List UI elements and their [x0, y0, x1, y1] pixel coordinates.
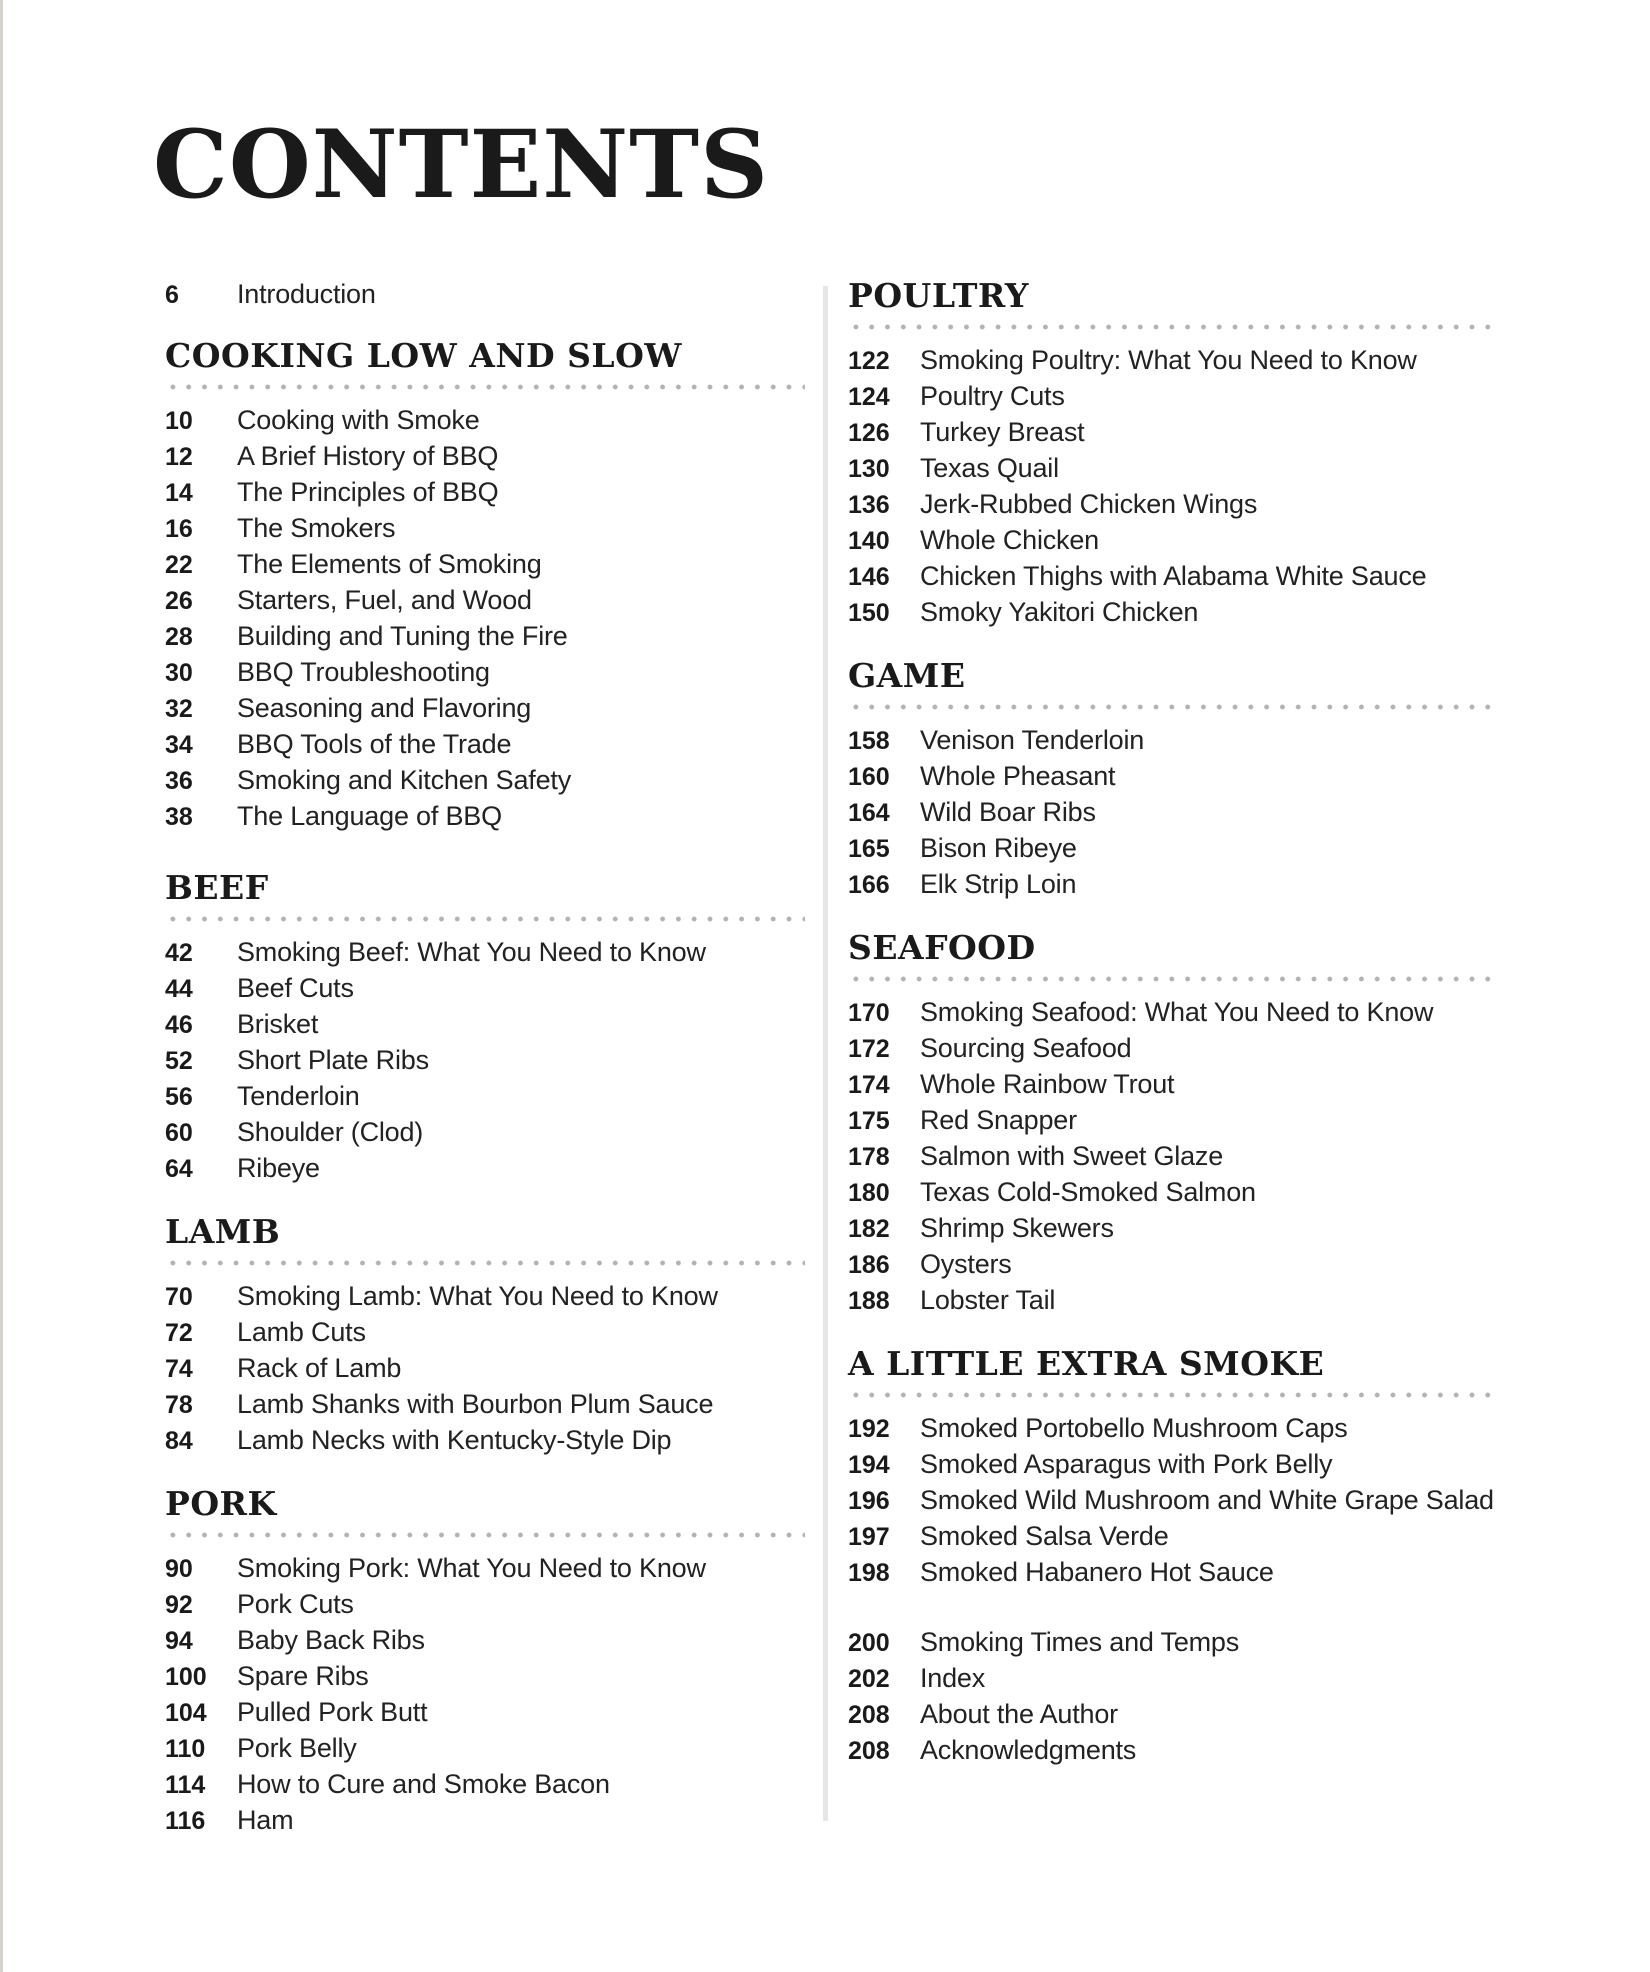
toc-entry[interactable]	[848, 994, 1500, 1030]
entry-title: Whole Chicken	[920, 525, 1099, 555]
toc-section-lamb	[165, 1212, 805, 1458]
page-number: 180	[848, 1179, 890, 1207]
toc-entry[interactable]	[848, 866, 1500, 902]
page-number: 56	[165, 1083, 193, 1111]
toc-entry[interactable]	[848, 1624, 1500, 1660]
page-number: 174	[848, 1071, 890, 1099]
toc-entry[interactable]	[165, 1042, 805, 1078]
entry-title: Smoked Habanero Hot Sauce	[920, 1557, 1274, 1587]
page-number: 208	[848, 1737, 890, 1765]
page-number: 36	[165, 767, 193, 795]
toc-entry[interactable]	[165, 402, 805, 438]
page-number: 192	[848, 1415, 890, 1443]
page-number: 92	[165, 1591, 193, 1619]
entry-title: Pork Cuts	[237, 1589, 354, 1619]
page-number: 10	[165, 407, 193, 435]
toc-entry-introduction[interactable]	[165, 276, 805, 312]
toc-entry[interactable]	[848, 1410, 1500, 1446]
toc-entry[interactable]	[165, 690, 805, 726]
toc-entry[interactable]	[848, 378, 1500, 414]
dotted-rule	[165, 916, 805, 922]
toc-entry[interactable]	[165, 654, 805, 690]
toc-entry[interactable]	[165, 1150, 805, 1186]
toc-entry[interactable]	[848, 830, 1500, 866]
toc-entry[interactable]	[848, 1554, 1500, 1590]
entry-title: Smoked Salsa Verde	[920, 1521, 1169, 1551]
dotted-rule	[848, 976, 1500, 982]
entry-title: Smoked Wild Mushroom and White Grape Salad	[920, 1485, 1494, 1515]
page-number: 46	[165, 1011, 193, 1039]
section-heading[interactable]: PORK	[165, 1484, 277, 1523]
entry-title: The Principles of BBQ	[237, 477, 499, 507]
toc-right-column	[848, 276, 1500, 1768]
toc-entry[interactable]	[848, 450, 1500, 486]
page-number: 208	[848, 1701, 890, 1729]
entry-title: Smoky Yakitori Chicken	[920, 597, 1199, 627]
entry-title: Shrimp Skewers	[920, 1213, 1114, 1243]
entry-title: Introduction	[237, 279, 376, 309]
page-edge	[0, 0, 3, 1972]
page-number: 200	[848, 1629, 890, 1657]
page-number: 60	[165, 1119, 193, 1147]
entry-title: Smoking Pork: What You Need to Know	[237, 1553, 706, 1583]
entry-title: Baby Back Ribs	[237, 1625, 425, 1655]
toc-entry[interactable]	[848, 486, 1500, 522]
page-title: CONTENTS	[153, 110, 769, 220]
page-number: 44	[165, 975, 193, 1003]
entry-title: BBQ Troubleshooting	[237, 657, 490, 687]
section-heading[interactable]: LAMB	[165, 1212, 281, 1251]
toc-entry[interactable]	[165, 438, 805, 474]
dotted-rule	[165, 1532, 805, 1538]
page-number: 32	[165, 695, 193, 723]
toc-entry[interactable]	[165, 618, 805, 654]
entry-title: Smoking Beef: What You Need to Know	[237, 937, 706, 967]
section-heading[interactable]: GAME	[848, 656, 966, 695]
page-number: 150	[848, 599, 890, 627]
section-heading[interactable]: SEAFOOD	[848, 928, 1036, 967]
entry-title: Cooking with Smoke	[237, 405, 480, 435]
entry-title: A Brief History of BBQ	[237, 441, 499, 471]
entry-title: Venison Tenderloin	[920, 725, 1145, 755]
page-number: 64	[165, 1155, 193, 1183]
entry-title: Shoulder (Clod)	[237, 1117, 424, 1147]
entry-title: Elk Strip Loin	[920, 869, 1077, 899]
entry-title: Sourcing Seafood	[920, 1033, 1132, 1063]
dotted-rule	[848, 704, 1500, 710]
toc-entry[interactable]	[165, 798, 805, 834]
toc-entry[interactable]	[848, 1030, 1500, 1066]
entry-title: BBQ Tools of the Trade	[237, 729, 512, 759]
entry-title: Tenderloin	[237, 1081, 360, 1111]
page-number: 30	[165, 659, 193, 687]
page-number: 72	[165, 1319, 193, 1347]
toc-entry[interactable]	[848, 1660, 1500, 1696]
entry-title: Salmon with Sweet Glaze	[920, 1141, 1224, 1171]
toc-entry[interactable]	[165, 474, 805, 510]
page-number: 90	[165, 1555, 193, 1583]
entry-title: Index	[920, 1663, 986, 1693]
toc-entry[interactable]	[165, 1350, 805, 1386]
page-number: 198	[848, 1559, 890, 1587]
dotted-rule	[848, 1392, 1500, 1398]
page-number: 94	[165, 1627, 193, 1655]
toc-entry[interactable]	[165, 1278, 805, 1314]
toc-entry[interactable]	[165, 1802, 805, 1838]
section-heading[interactable]: BEEF	[165, 868, 269, 907]
entry-title: How to Cure and Smoke Bacon	[237, 1769, 610, 1799]
toc-entry[interactable]	[165, 1422, 805, 1458]
dotted-rule	[165, 1260, 805, 1266]
toc-entry[interactable]	[848, 1732, 1500, 1768]
page-number: 110	[165, 1735, 206, 1763]
entry-title: Bison Ribeye	[920, 833, 1077, 863]
toc-entry[interactable]	[848, 1246, 1500, 1282]
toc-back-matter	[848, 1624, 1500, 1768]
page-number: 100	[165, 1663, 207, 1691]
page-number: 114	[165, 1771, 206, 1799]
toc-entry[interactable]	[165, 1114, 805, 1150]
entry-title: Whole Rainbow Trout	[920, 1069, 1175, 1099]
page-number: 28	[165, 623, 193, 651]
page-number: 172	[848, 1035, 890, 1063]
entry-title: Turkey Breast	[920, 417, 1085, 447]
page-number: 186	[848, 1251, 890, 1279]
page-number: 16	[165, 515, 193, 543]
toc-entry[interactable]	[165, 762, 805, 798]
entry-title: Lamb Cuts	[237, 1317, 366, 1347]
toc-entry[interactable]	[165, 546, 805, 582]
toc-entry[interactable]	[165, 1766, 805, 1802]
toc-entry[interactable]	[848, 1066, 1500, 1102]
toc-section-cooking-low-and-slow	[165, 336, 805, 834]
page-number: 116	[165, 1807, 206, 1835]
page-number: 122	[848, 347, 890, 375]
page-number: 165	[848, 835, 890, 863]
toc-entry[interactable]	[848, 522, 1500, 558]
entry-title: The Smokers	[237, 513, 396, 543]
page-number: 146	[848, 563, 890, 591]
page-number: 38	[165, 803, 193, 831]
entry-title: Whole Pheasant	[920, 761, 1116, 791]
toc-entry[interactable]	[848, 1282, 1500, 1318]
page-number: 84	[165, 1427, 193, 1455]
entry-title: Smoking Times and Temps	[920, 1627, 1240, 1657]
entry-title: Smoking and Kitchen Safety	[237, 765, 572, 795]
toc-entry[interactable]	[848, 1138, 1500, 1174]
toc-entry[interactable]	[165, 970, 805, 1006]
entry-title: Pulled Pork Butt	[237, 1697, 428, 1727]
toc-entry[interactable]	[165, 582, 805, 618]
entry-title: Short Plate Ribs	[237, 1045, 429, 1075]
toc-entry[interactable]	[848, 1518, 1500, 1554]
entry-title: Smoking Seafood: What You Need to Know	[920, 997, 1434, 1027]
toc-entry[interactable]	[848, 342, 1500, 378]
toc-section-beef	[165, 868, 805, 1186]
page-number: 196	[848, 1487, 890, 1515]
toc-entry[interactable]	[848, 1174, 1500, 1210]
toc-entry[interactable]	[848, 1482, 1500, 1518]
entry-title: The Language of BBQ	[237, 801, 502, 831]
dotted-rule	[165, 384, 805, 390]
entry-title: Smoking Lamb: What You Need to Know	[237, 1281, 718, 1311]
entry-title: Building and Tuning the Fire	[237, 621, 568, 651]
section-heading[interactable]: POULTRY	[848, 276, 1029, 315]
toc-entry[interactable]	[848, 1102, 1500, 1138]
toc-entry[interactable]	[165, 1586, 805, 1622]
page-number: 26	[165, 587, 193, 615]
page-number: 130	[848, 455, 890, 483]
entry-title: Smoking Poultry: What You Need to Know	[920, 345, 1417, 375]
page-number: 166	[848, 871, 890, 899]
entry-title: The Elements of Smoking	[237, 549, 542, 579]
section-heading[interactable]: A LITTLE EXTRA SMOKE	[848, 1344, 1325, 1383]
toc-entry[interactable]	[848, 414, 1500, 450]
page-number: 52	[165, 1047, 193, 1075]
page-number: 126	[848, 419, 890, 447]
entry-title: Texas Quail	[920, 453, 1059, 483]
entry-title: Wild Boar Ribs	[920, 797, 1096, 827]
page-number: 14	[165, 479, 193, 507]
toc-section-poultry	[848, 276, 1500, 630]
entry-title: Oysters	[920, 1249, 1012, 1279]
toc-entry[interactable]	[165, 1550, 805, 1586]
toc-section-pork	[165, 1484, 805, 1838]
page-number: 178	[848, 1143, 890, 1171]
entry-title: Ham	[237, 1805, 294, 1835]
toc-entry[interactable]	[165, 1386, 805, 1422]
toc-entry[interactable]	[848, 1446, 1500, 1482]
page-number: 104	[165, 1699, 207, 1727]
toc-entry[interactable]	[165, 934, 805, 970]
column-divider	[823, 286, 828, 1821]
entry-title: Smoked Portobello Mushroom Caps	[920, 1413, 1348, 1443]
page-number: 202	[848, 1665, 890, 1693]
entry-title: Jerk-Rubbed Chicken Wings	[920, 489, 1258, 519]
toc-entry[interactable]	[165, 1314, 805, 1350]
dotted-rule	[848, 324, 1500, 330]
entry-title: Red Snapper	[920, 1105, 1077, 1135]
toc-entry[interactable]	[165, 726, 805, 762]
entry-title: Chicken Thighs with Alabama White Sauce	[920, 561, 1427, 591]
entry-title: Spare Ribs	[237, 1661, 369, 1691]
entry-title: Acknowledgments	[920, 1735, 1137, 1765]
page-number: 160	[848, 763, 890, 791]
entry-title: Lobster Tail	[920, 1285, 1056, 1315]
toc-entry[interactable]	[848, 1210, 1500, 1246]
entry-title: Beef Cuts	[237, 973, 354, 1003]
toc-entry[interactable]	[165, 1730, 805, 1766]
toc-entry[interactable]	[848, 594, 1500, 630]
toc-entry[interactable]	[165, 1078, 805, 1114]
page-number: 170	[848, 999, 890, 1027]
page-number: 78	[165, 1391, 193, 1419]
page-number: 34	[165, 731, 193, 759]
toc-entry[interactable]	[848, 1696, 1500, 1732]
toc-section-seafood	[848, 928, 1500, 1318]
toc-entry[interactable]	[165, 1694, 805, 1730]
page-number: 22	[165, 551, 193, 579]
toc-entry[interactable]	[848, 558, 1500, 594]
toc-section-a-little-extra-smoke	[848, 1344, 1500, 1590]
page-number: 197	[848, 1523, 890, 1551]
page-number: 175	[848, 1107, 890, 1135]
page-number: 182	[848, 1215, 890, 1243]
toc-left-column	[165, 276, 805, 1838]
toc-entry[interactable]	[165, 1622, 805, 1658]
toc-entry[interactable]	[165, 1006, 805, 1042]
entry-title: Lamb Shanks with Bourbon Plum Sauce	[237, 1389, 714, 1419]
page-number: 140	[848, 527, 890, 555]
toc-entry[interactable]	[848, 722, 1500, 758]
page-number: 158	[848, 727, 890, 755]
page-number: 136	[848, 491, 890, 519]
toc-section-game	[848, 656, 1500, 902]
entry-title: Texas Cold-Smoked Salmon	[920, 1177, 1256, 1207]
entry-title: Seasoning and Flavoring	[237, 693, 532, 723]
page-number: 12	[165, 443, 193, 471]
page-number: 194	[848, 1451, 890, 1479]
page-number: 42	[165, 939, 193, 967]
section-heading[interactable]: COOKING LOW AND SLOW	[165, 336, 682, 375]
entry-title: Ribeye	[237, 1153, 320, 1183]
entry-title: About the Author	[920, 1699, 1118, 1729]
entry-title: Pork Belly	[237, 1733, 357, 1763]
page-number: 188	[848, 1287, 890, 1315]
page-number: 70	[165, 1283, 193, 1311]
entry-title: Poultry Cuts	[920, 381, 1065, 411]
toc-entry[interactable]	[848, 794, 1500, 830]
entry-title: Lamb Necks with Kentucky-Style Dip	[237, 1425, 672, 1455]
page-number: 124	[848, 383, 890, 411]
entry-title: Rack of Lamb	[237, 1353, 402, 1383]
page-number: 6	[165, 281, 179, 309]
toc-entry[interactable]	[848, 758, 1500, 794]
page-number: 74	[165, 1355, 193, 1383]
page-number: 164	[848, 799, 890, 827]
entry-title: Smoked Asparagus with Pork Belly	[920, 1449, 1333, 1479]
entry-title: Starters, Fuel, and Wood	[237, 585, 532, 615]
toc-entry[interactable]	[165, 510, 805, 546]
toc-entry[interactable]	[165, 1658, 805, 1694]
entry-title: Brisket	[237, 1009, 319, 1039]
